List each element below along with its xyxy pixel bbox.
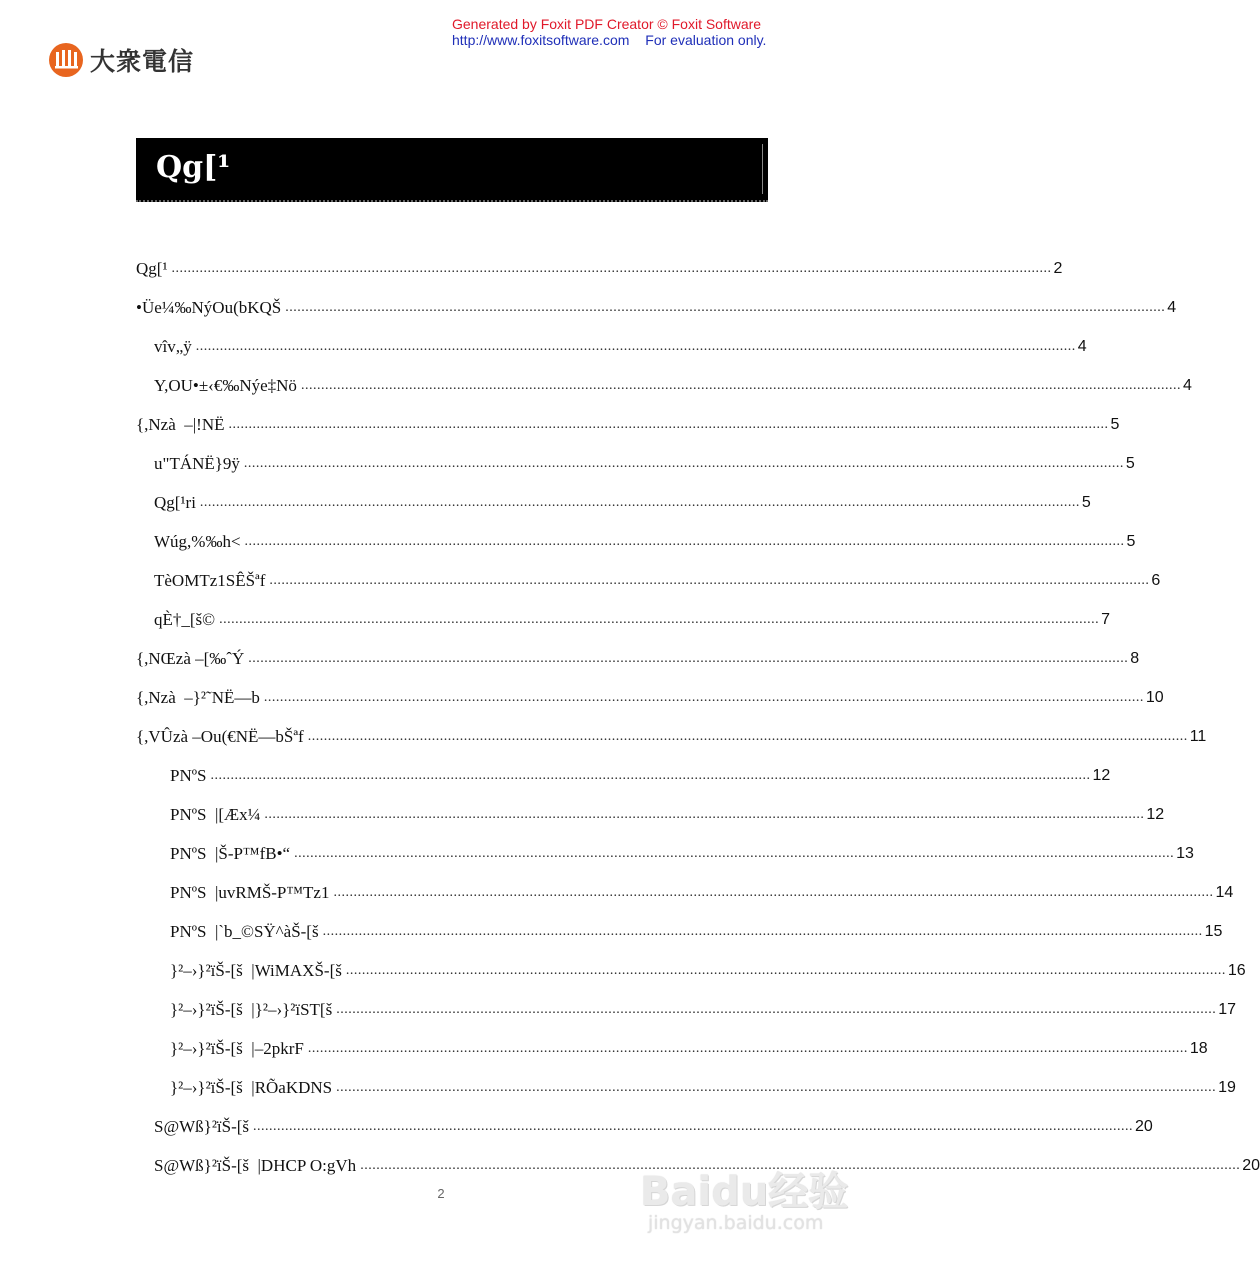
- toc-entry-page: 12: [1092, 767, 1111, 784]
- toc-entry[interactable]: [136, 1020, 1208, 1059]
- toc-entry-label: S@Wß}²ïŠ-[š: [154, 1117, 253, 1137]
- toc-entry[interactable]: [136, 669, 1164, 708]
- toc-entry[interactable]: [136, 513, 1136, 552]
- page-title: Qg[¹: [156, 150, 231, 185]
- page-number: 2: [437, 1186, 445, 1201]
- toc-entry-label: •Üe¼‰NýOu(bKQŠ: [136, 298, 285, 318]
- toc-leader-dots: ............................................................................................................................................................................................................................: [360, 1158, 1241, 1173]
- toc-entry-label: S@Wß}²ïŠ-[š |DHCP O:gVh: [154, 1156, 360, 1176]
- toc-leader-dots: ............................................................................................................................................................................................................................: [248, 651, 1129, 666]
- toc-entry-label: PNºS |`b_©SŸ^àŠ-[š: [170, 922, 323, 942]
- toc-entry-label: Qg[¹ri: [154, 493, 200, 513]
- toc-entry-label: {,Nzà –|!NË: [136, 415, 229, 435]
- toc-entry-page: 5: [1125, 455, 1135, 472]
- watermark-logo-text: Baidu经验: [640, 1169, 849, 1215]
- toc-leader-dots: ............................................................................................................................................................................................................................: [336, 1080, 1217, 1095]
- toc-entry-label: PNºS: [170, 766, 210, 786]
- foxit-generated-text: Generated by Foxit PDF Creator © Foxit Software: [452, 16, 762, 32]
- toc-entry[interactable]: [136, 357, 1192, 396]
- toc-leader-dots: ............................................................................................................................................................................................................................: [263, 690, 1144, 705]
- toc-entry-label: qÈ†_[š©: [154, 610, 219, 630]
- toc-entry[interactable]: [136, 396, 1120, 435]
- company-logo: [48, 42, 194, 78]
- toc-leader-dots: ............................................................................................................................................................................................................................: [294, 846, 1175, 861]
- toc-leader-dots: ............................................................................................................................................................................................................................: [253, 1119, 1134, 1134]
- toc-entry[interactable]: [136, 552, 1161, 591]
- toc-entry-label: Qg[¹: [136, 259, 172, 279]
- foxit-banner: [452, 16, 892, 48]
- toc-entry-page: 7: [1101, 611, 1110, 628]
- toc-title-bar: [136, 138, 768, 202]
- toc-entry-page: 4: [1182, 377, 1192, 394]
- toc-leader-dots: ............................................................................................................................................................................................................................: [244, 534, 1125, 549]
- toc-leader-dots: ............................................................................................................................................................................................................................: [228, 417, 1109, 432]
- baidu-watermark: [640, 1160, 860, 1250]
- toc-leader-dots: ............................................................................................................................................................................................................................: [285, 300, 1166, 315]
- toc-entry-page: 19: [1218, 1079, 1236, 1096]
- toc-entry[interactable]: [136, 786, 1165, 825]
- toc-entry[interactable]: [136, 474, 1091, 513]
- toc-entry-label: TèOMTz1SÊŠªf: [154, 571, 269, 591]
- toc-entry[interactable]: [136, 981, 1237, 1020]
- toc-entry[interactable]: [136, 591, 1110, 630]
- toc-leader-dots: ............................................................................................................................................................................................................................: [219, 612, 1100, 627]
- toc-leader-dots: ............................................................................................................................................................................................................................: [300, 378, 1181, 393]
- toc-entry-page: 4: [1077, 338, 1087, 355]
- toc-leader-dots: ............................................................................................................................................................................................................................: [210, 768, 1091, 783]
- toc-leader-dots: ............................................................................................................................................................................................................................: [307, 1041, 1188, 1056]
- toc-entry-label: PNºS |uvRMŠ-P™Tz1: [170, 883, 333, 903]
- toc-entry-page: 8: [1130, 650, 1140, 667]
- toc-entry[interactable]: [136, 708, 1207, 747]
- foxit-url-line: [452, 32, 892, 48]
- toc-entry-page: 17: [1218, 1001, 1237, 1018]
- toc-entry-label: }²–›}²ïŠ-[š |WiMAXŠ-[š: [170, 961, 346, 981]
- toc-entry-label: vîv„ÿ: [154, 337, 196, 357]
- toc-entry-page: 13: [1176, 845, 1194, 862]
- watermark-url: jingyan.baidu.com: [648, 1212, 824, 1234]
- toc-leader-dots: ............................................................................................................................................................................................................................: [336, 1002, 1217, 1017]
- toc-entry[interactable]: [136, 1059, 1236, 1098]
- toc-entry[interactable]: [136, 747, 1111, 786]
- toc-entry[interactable]: [136, 630, 1140, 669]
- toc-entry-label: }²–›}²ïŠ-[š |–2pkrF: [170, 1039, 308, 1059]
- toc-entry-page: 5: [1110, 416, 1120, 433]
- logo-mark-icon: [48, 42, 84, 78]
- toc-leader-dots: ............................................................................................................................................................................................................................: [269, 573, 1150, 588]
- toc-entry-label: PNºS |[Æx¼: [170, 805, 264, 825]
- foxit-evaluation-note: For evaluation only.: [645, 32, 767, 48]
- toc-entry-page: 5: [1081, 494, 1091, 511]
- toc-leader-dots: ............................................................................................................................................................................................................................: [171, 261, 1052, 276]
- toc-leader-dots: ............................................................................................................................................................................................................................: [199, 495, 1080, 510]
- toc-entry[interactable]: [136, 942, 1246, 981]
- toc-leader-dots: ............................................................................................................................................................................................................................: [243, 456, 1124, 471]
- toc-entry[interactable]: [136, 318, 1087, 357]
- toc-entry-page: 20: [1135, 1118, 1153, 1135]
- toc-entry-page: 12: [1146, 806, 1165, 823]
- foxit-url-link[interactable]: http://www.foxitsoftware.com: [452, 32, 630, 48]
- toc-entry-page: 4: [1167, 299, 1177, 316]
- toc-entry-label: {,Nzà –}²˜NË—b: [136, 688, 264, 708]
- toc-entry-label: Y,OU•±‹€‰Nýe‡Nö: [154, 376, 301, 396]
- toc-leader-dots: ............................................................................................................................................................................................................................: [195, 339, 1076, 354]
- toc-entry-page: 15: [1204, 923, 1223, 940]
- toc-entry-page: 11: [1189, 728, 1207, 745]
- toc-entry-page: 16: [1227, 962, 1246, 979]
- toc-entry-page: 14: [1215, 884, 1234, 901]
- logo-text: 大衆電信: [90, 47, 195, 76]
- toc-entry-page: 6: [1151, 572, 1161, 589]
- toc-entry[interactable]: [136, 903, 1223, 942]
- toc-entry[interactable]: [136, 279, 1177, 318]
- toc-leader-dots: ............................................................................................................................................................................................................................: [307, 729, 1188, 744]
- toc-entry[interactable]: [136, 240, 1063, 279]
- toc-entry-page: 5: [1126, 533, 1136, 550]
- toc-leader-dots: ............................................................................................................................................................................................................................: [264, 807, 1145, 822]
- toc-entry-label: u"TÁNË}9ÿ: [154, 454, 244, 474]
- toc-entry-label: Wúg,%‰h<: [154, 532, 245, 552]
- toc-entry-label: }²–›}²ïŠ-[š |}²–›}²ïST[š: [170, 1000, 336, 1020]
- toc-leader-dots: ............................................................................................................................................................................................................................: [333, 885, 1214, 900]
- toc-entry-label: }²–›}²ïŠ-[š |RÕaKDNS: [170, 1078, 336, 1098]
- toc-entry-page: 18: [1189, 1040, 1208, 1057]
- toc-entry-page: 10: [1145, 689, 1164, 706]
- table-of-contents: [136, 240, 1260, 1176]
- toc-entry-page: 2: [1053, 260, 1063, 277]
- toc-entry-label: PNºS |Š-P™fB•“: [170, 844, 294, 864]
- toc-leader-dots: ............................................................................................................................................................................................................................: [322, 924, 1203, 939]
- toc-entry[interactable]: [136, 825, 1194, 864]
- toc-entry[interactable]: [136, 864, 1234, 903]
- toc-entry-label: {,NŒzà –[‰ˆÝ: [136, 649, 248, 669]
- toc-leader-dots: ............................................................................................................................................................................................................................: [345, 963, 1226, 978]
- toc-entry[interactable]: [136, 435, 1135, 474]
- toc-entry[interactable]: [136, 1098, 1153, 1137]
- toc-entry-page: 20: [1242, 1157, 1260, 1174]
- toc-entry-label: {,VÛzà –Ou(€NË—bŠªf: [136, 727, 308, 747]
